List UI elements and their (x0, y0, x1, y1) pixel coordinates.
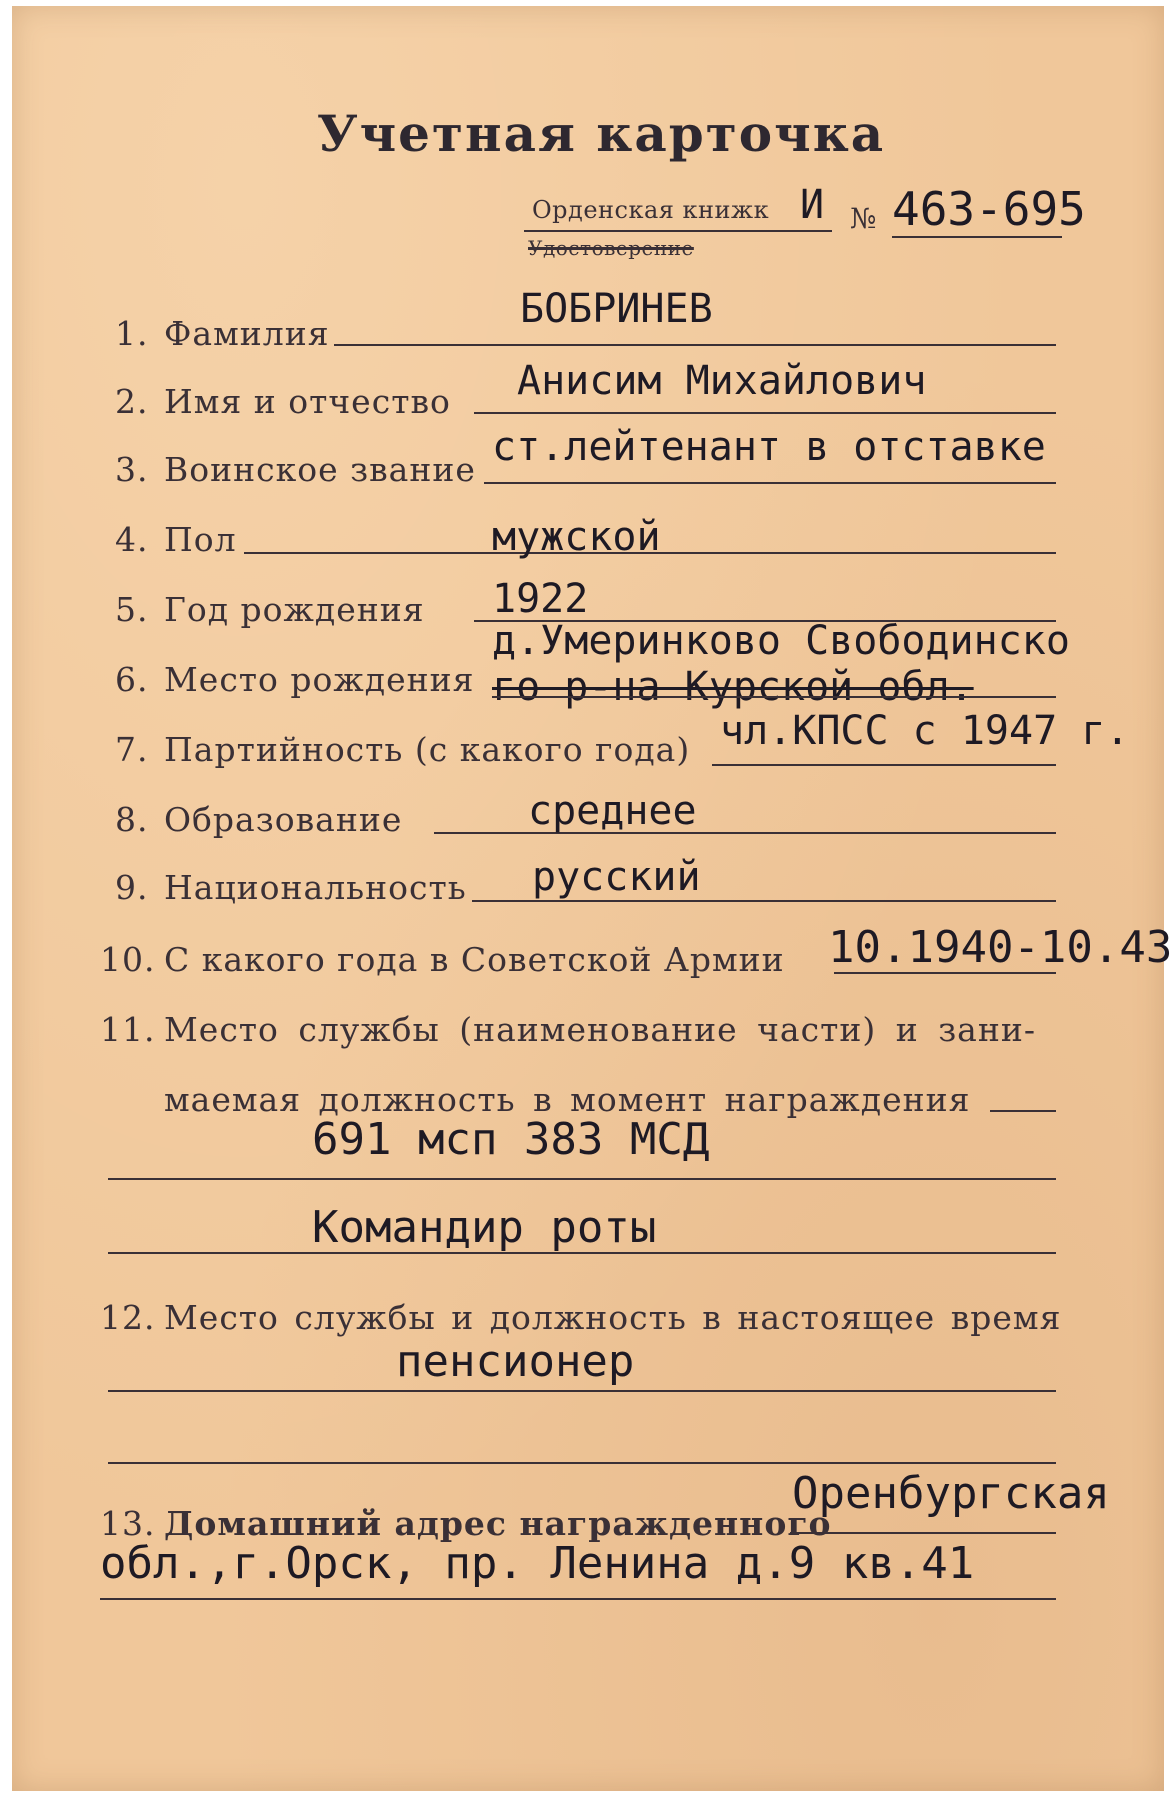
field-number: 4. (115, 520, 149, 559)
field-number: 10. (100, 940, 156, 979)
party-label: Партийность (с какого года) (164, 730, 691, 769)
sex-label: Пол (164, 520, 237, 559)
record-card (12, 6, 1173, 1791)
education-label: Образование (164, 800, 403, 839)
number-sign: № (850, 202, 878, 235)
field-number: 13. (100, 1504, 156, 1543)
current-service-value: пенсионер (396, 1336, 635, 1387)
surname-label: Фамилия (164, 314, 330, 353)
party-value: чл.КПСС с 1947 г. (720, 708, 1130, 754)
birthplace-value: д.Умеринково Свободинско (492, 618, 1070, 664)
service-place-label: Место службы (наименование части) и зани- (164, 1010, 1037, 1049)
army-since-value: 10.1940-10.43 (828, 922, 1173, 973)
field-number: 2. (115, 382, 149, 421)
field-number: 12. (100, 1298, 156, 1337)
card-number: 463-695 (892, 182, 1086, 236)
field-number: 9. (115, 868, 149, 907)
name-label: Имя и отчество (164, 382, 451, 421)
service-place-label-continued: маемая должность в момент награждения (164, 1080, 971, 1119)
field-number: 11. (100, 1010, 156, 1049)
field-number: 6. (115, 660, 149, 699)
name-value: Анисим Михайлович (517, 358, 927, 404)
birth-year-label: Год рождения (164, 590, 425, 629)
service-unit-value: 691 мсп 383 МСД (312, 1114, 710, 1165)
rank-value: ст.лейтенант в отставке (492, 424, 1046, 470)
current-service-label: Место службы и должность в настоящее время (164, 1298, 1062, 1337)
field-number: 5. (115, 590, 149, 629)
rank-label: Воинское звание (164, 450, 476, 489)
sex-value: мужской (492, 514, 661, 560)
nationality-value: русский (532, 854, 701, 900)
home-address-label: Домашний адрес награжденного (164, 1504, 832, 1543)
home-address-value-continued: обл.,г.Орск, пр. Ленина д.9 кв.41 (100, 1538, 975, 1589)
nationality-label: Национальность (164, 868, 467, 907)
field-number: 7. (115, 730, 149, 769)
home-address-value: Оренбургская (792, 1468, 1110, 1519)
birth-year-value: 1922 (492, 576, 589, 622)
army-since-label: С какого года в Советской Армии (164, 940, 785, 979)
birthplace-label: Место рождения (164, 660, 475, 699)
doc-alt-label: Удостоверение (528, 236, 694, 260)
service-position-value: Командир роты (312, 1202, 657, 1253)
birthplace-value-continued: го р-на Курской обл. (492, 664, 974, 710)
surname-value: БОБРИНЕВ (520, 286, 713, 332)
field-number: 3. (115, 450, 149, 489)
field-number: 8. (115, 800, 149, 839)
education-value: среднее (528, 788, 697, 834)
field-number: 1. (115, 314, 149, 353)
doc-type-label: Орденская книжк (532, 196, 770, 224)
card-title: Учетная карточка (317, 104, 886, 163)
doc-type-suffix: И (800, 182, 825, 228)
